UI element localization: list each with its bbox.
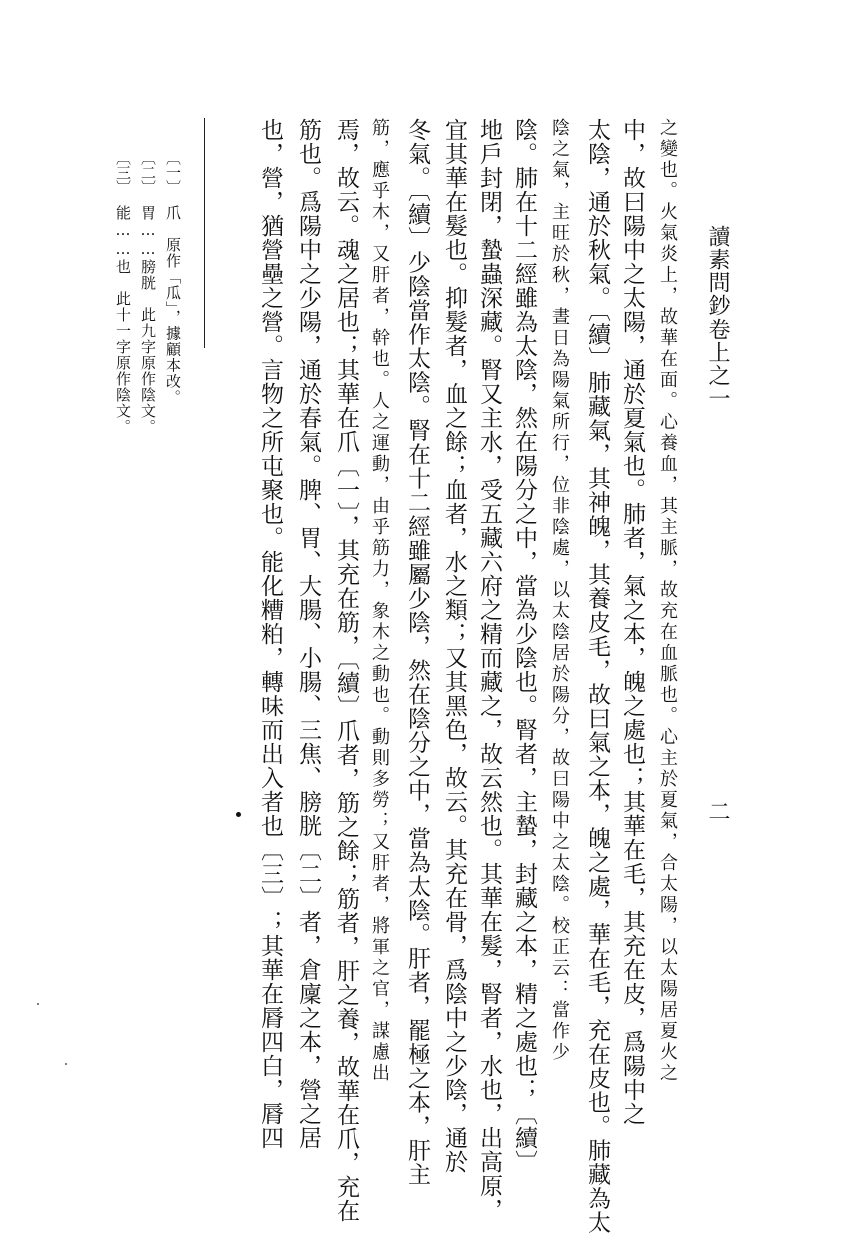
text-column-2: 中，故曰陽中之太陽，通於夏氣也。肺者，氣之本，魄之處也；其華在毛，其充在皮，爲陽中之 <box>619 118 645 1126</box>
footnote-marker: 〔一〕 <box>164 150 182 195</box>
footnote-marker: 〔二〕 <box>139 150 157 195</box>
footnote-text: 胃……膀胱 此九字原作陰文。 <box>139 205 157 435</box>
text-column-7: 宜其華在髮也。抑髮者，血之餘；血者，水之類；又其黑色，故云。其充在骨，爲陰中之少陰，通於 <box>441 118 467 1174</box>
text-column-3: 太陰，通於秋氣。〔續〕肺藏氣，其神魄，其養皮毛，故曰氣之本，魄之處，華在毛，充在皮也。肺藏為太 <box>584 118 610 1235</box>
text-column-1: 之變也。火氣炎上，故華在面。心養血，其主脈，故充在血脈也。心主於夏氣，合太陽，以太陽居夏火之 <box>657 118 678 1084</box>
volume-label: 卷上之一 <box>705 318 730 410</box>
book-title: 讀素問鈔 <box>705 225 730 317</box>
page-number: 二 <box>705 800 730 822</box>
text-column-12: 也，營，猶營壘之營。言物之所屯聚也。能化糟粕，轉味而出入者也〔三〕；其華在脣四白，脣四 <box>257 118 283 1150</box>
text-column-10: 焉，故云。魂之居也；其華在爪〔一〕，其充在筋，〔續〕爪者，筋之餘；筋者，肝之養，故華在爪，充在 <box>333 118 359 1223</box>
footnote-text: 能……也 此十一字原作陰文。 <box>114 205 132 435</box>
footnote-divider <box>204 118 205 348</box>
text-column-4: 陰之氣，主旺於秋，晝日為陽氣所行，位非陰處，以太陰居於陽分，故曰陽中之太陰。校正云：當作少 <box>549 118 570 1063</box>
scan-speck <box>236 812 241 817</box>
text-column-5: 陰。肺在十二經雖為太陰，然在陽分之中，當為少陰也。腎者，主蟄，封藏之本，精之處也；〔續〕 <box>511 118 537 1174</box>
footnote-text: 爪 原作「瓜」，據顧本改。 <box>164 205 182 406</box>
scan-speck <box>37 1003 39 1005</box>
text-column-6: 地戶封閉，蟄蟲深藏。腎又主水，受五藏六府之精而藏之，故云然也。其華在髮，腎者，水也，出高原， <box>476 118 502 1222</box>
text-column-8: 冬氣。〔續〕少陰當作太陰。腎在十二經雖屬少陰，然在陰分之中，當為太陰。肝者，罷極之本，肝主 <box>404 118 430 1187</box>
text-column-9: 筋，應乎木，又肝者，幹也。人之運動，由乎筋力，象木之動也。動則多勞；又肝者，將軍之官，謀慮出 <box>369 118 390 1084</box>
text-column-11: 筋也。爲陽中之少陽，通於春氣。脾、胃、大腸、小腸、三焦、膀胱〔二〕者，倉廩之本，營之居 <box>295 118 321 1150</box>
footnote-marker: 〔三〕 <box>114 150 132 195</box>
scan-speck <box>65 1063 67 1065</box>
